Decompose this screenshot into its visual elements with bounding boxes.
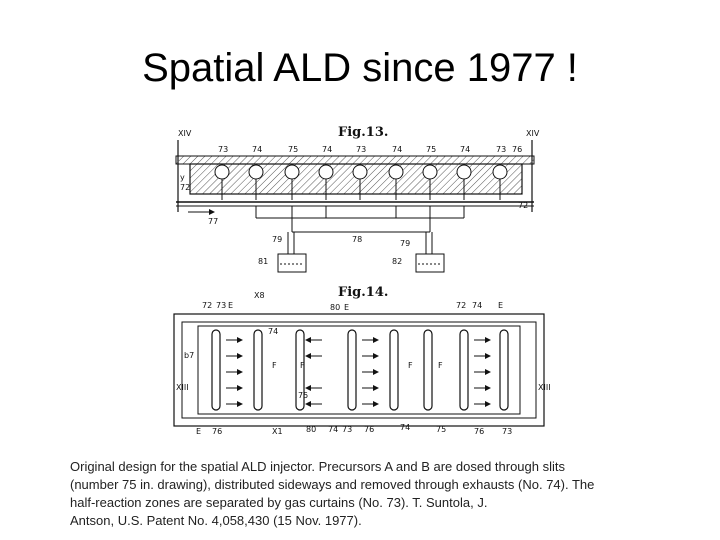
svg-text:73: 73 bbox=[502, 427, 513, 436]
svg-text:73: 73 bbox=[216, 301, 227, 310]
fig14-section-right: XIII bbox=[538, 383, 551, 392]
svg-text:80: 80 bbox=[306, 425, 317, 434]
top-plate bbox=[176, 156, 534, 164]
caption-line: Antson, U.S. Patent No. 4,058,430 (15 Nov. 1977). bbox=[70, 513, 362, 528]
fig13-label: Fig.13. bbox=[338, 125, 389, 140]
svg-text:76: 76 bbox=[364, 425, 375, 434]
svg-text:E: E bbox=[344, 303, 350, 312]
svg-text:73: 73 bbox=[218, 145, 229, 154]
svg-text:81: 81 bbox=[258, 257, 269, 266]
fig14-section-left: XIII bbox=[176, 383, 189, 392]
svg-text:75: 75 bbox=[288, 145, 299, 154]
fig13-section-left: XIV bbox=[178, 129, 192, 138]
svg-text:F: F bbox=[438, 361, 443, 370]
svg-text:72: 72 bbox=[456, 301, 467, 310]
svg-text:74: 74 bbox=[268, 327, 279, 336]
precursor-bottle-a bbox=[278, 254, 306, 272]
patent-drawing bbox=[168, 122, 564, 438]
svg-text:X1: X1 bbox=[272, 427, 283, 436]
fig13-section-right: XIV bbox=[526, 129, 540, 138]
fig14-label: Fig.14. bbox=[338, 285, 389, 300]
svg-text:74: 74 bbox=[252, 145, 263, 154]
caption-line: Original design for the spatial ALD injector. Precursors A and B are dosed through slits bbox=[70, 459, 565, 474]
svg-text:75: 75 bbox=[298, 391, 309, 400]
svg-text:E: E bbox=[196, 427, 202, 436]
svg-text:75: 75 bbox=[436, 425, 447, 434]
svg-text:73: 73 bbox=[342, 425, 353, 434]
svg-text:74: 74 bbox=[472, 301, 483, 310]
fig13-label-72b: 72 bbox=[518, 201, 529, 210]
svg-text:79: 79 bbox=[272, 235, 283, 244]
svg-text:74: 74 bbox=[400, 423, 411, 432]
fig13-top-labels bbox=[218, 145, 522, 154]
figure-caption bbox=[70, 458, 670, 530]
svg-text:73: 73 bbox=[496, 145, 507, 154]
fig14-bottom-labels bbox=[196, 423, 512, 436]
fig14-frame bbox=[174, 314, 544, 426]
svg-text:E: E bbox=[498, 301, 504, 310]
svg-text:E: E bbox=[228, 301, 234, 310]
svg-text:80: 80 bbox=[330, 303, 341, 312]
svg-text:76: 76 bbox=[474, 427, 485, 436]
flow-arrows bbox=[226, 340, 490, 404]
caption-line: (number 75 in. drawing), distributed sideways and removed through exhausts (No. 74). The bbox=[70, 477, 595, 492]
svg-text:76: 76 bbox=[512, 145, 523, 154]
fig13-y-label: y bbox=[180, 173, 185, 182]
svg-text:F: F bbox=[408, 361, 413, 370]
supply-lines bbox=[256, 206, 464, 254]
slit-row bbox=[212, 330, 508, 410]
svg-text:76: 76 bbox=[212, 427, 223, 436]
svg-text:F: F bbox=[300, 361, 305, 370]
svg-text:79: 79 bbox=[400, 239, 411, 248]
patent-drawing-svg bbox=[168, 122, 564, 438]
svg-text:X8: X8 bbox=[254, 291, 265, 300]
svg-text:78: 78 bbox=[352, 235, 363, 244]
fig14-injector-head bbox=[198, 326, 520, 414]
svg-text:74: 74 bbox=[460, 145, 471, 154]
svg-text:F: F bbox=[272, 361, 277, 370]
precursor-bottle-b bbox=[416, 254, 444, 272]
fig13-label-77: 77 bbox=[208, 217, 219, 226]
svg-text:74: 74 bbox=[328, 425, 339, 434]
caption-line: half-reaction zones are separated by gas curtains (No. 73). T. Suntola, J. bbox=[70, 495, 488, 510]
fig14-b7-label: b7 bbox=[184, 351, 195, 360]
fig13-label-72a: 72 bbox=[180, 183, 191, 192]
slide-title: Spatial ALD since 1977 ! bbox=[142, 46, 578, 90]
svg-text:75: 75 bbox=[426, 145, 437, 154]
svg-text:74: 74 bbox=[322, 145, 333, 154]
svg-text:73: 73 bbox=[356, 145, 367, 154]
svg-text:82: 82 bbox=[392, 257, 403, 266]
svg-text:72: 72 bbox=[202, 301, 213, 310]
svg-text:74: 74 bbox=[392, 145, 403, 154]
